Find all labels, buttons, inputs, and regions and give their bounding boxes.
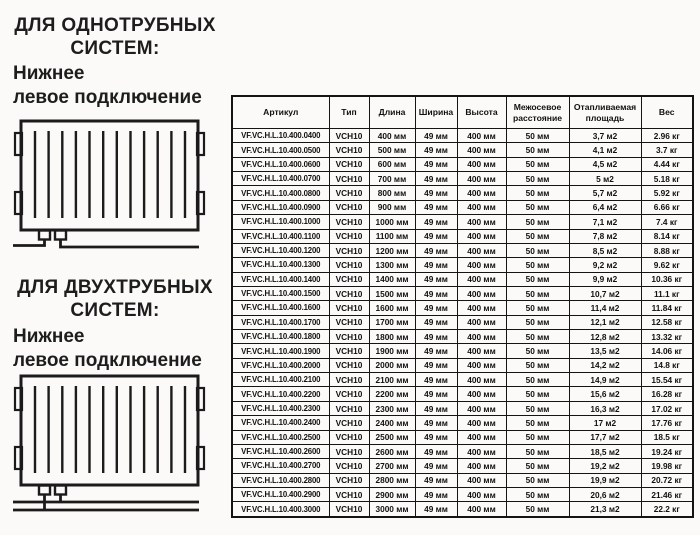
table-cell: 14.06 кг <box>641 344 693 358</box>
table-row <box>232 358 693 372</box>
table-cell: 400 мм <box>457 315 506 329</box>
table-cell: VF.VC.H.L.10.400.0700 <box>232 172 329 186</box>
table-cell: VCH10 <box>329 459 369 473</box>
table-cell: VCH10 <box>329 387 369 401</box>
table-cell: VCH10 <box>329 301 369 315</box>
side-tab <box>15 133 22 155</box>
table-cell: VCH10 <box>329 157 369 171</box>
table-cell: 4,1 м2 <box>569 143 641 157</box>
table-cell: 49 мм <box>415 143 457 157</box>
table-cell: 49 мм <box>415 344 457 358</box>
table-cell: 12,1 м2 <box>569 315 641 329</box>
table-cell: VF.VC.H.L.10.400.1300 <box>232 258 329 272</box>
table-cell: VCH10 <box>329 416 369 430</box>
table-cell: 400 мм <box>457 416 506 430</box>
table-cell: 2000 мм <box>369 358 415 372</box>
table-cell: VF.VC.H.L.10.400.1000 <box>232 215 329 229</box>
table-row <box>232 459 693 473</box>
side-tab <box>197 388 204 410</box>
table-cell: 400 мм <box>457 229 506 243</box>
table-row <box>232 416 693 430</box>
table-cell: 400 мм <box>457 401 506 415</box>
table-cell: 1200 мм <box>369 243 415 257</box>
table-cell: 8,5 м2 <box>569 243 641 257</box>
table-cell: 400 мм <box>457 373 506 387</box>
table-cell: 49 мм <box>415 373 457 387</box>
table-cell: VCH10 <box>329 129 369 143</box>
table-row <box>232 315 693 329</box>
table-cell: 21,3 м2 <box>569 502 641 517</box>
table-cell: 50 мм <box>506 215 569 229</box>
table-row <box>232 243 693 257</box>
table-cell: 400 мм <box>457 258 506 272</box>
table-cell: 49 мм <box>415 459 457 473</box>
table-cell: VF.VC.H.L.10.400.2800 <box>232 473 329 487</box>
table-cell: VCH10 <box>329 272 369 286</box>
table-cell: 400 мм <box>457 430 506 444</box>
table-cell: VF.VC.H.L.10.400.3000 <box>232 502 329 517</box>
table-cell: 5.92 кг <box>641 186 693 200</box>
table-cell: 2200 мм <box>369 387 415 401</box>
table-cell: 7.4 кг <box>641 215 693 229</box>
table-row <box>232 373 693 387</box>
table-cell: 16,3 м2 <box>569 401 641 415</box>
table-cell: VCH10 <box>329 229 369 243</box>
table-cell: VCH10 <box>329 315 369 329</box>
table-cell: 49 мм <box>415 502 457 517</box>
table-cell: 49 мм <box>415 200 457 214</box>
table-cell: VF.VC.H.L.10.400.1400 <box>232 272 329 286</box>
table-cell: 10,7 м2 <box>569 286 641 300</box>
table-cell: 2.96 кг <box>641 129 693 143</box>
table-row <box>232 186 693 200</box>
table-cell: 1100 мм <box>369 229 415 243</box>
table-cell: 400 мм <box>457 358 506 372</box>
table-cell: 49 мм <box>415 444 457 458</box>
radiator-schematic-icon <box>13 373 210 514</box>
table-cell: 7,8 м2 <box>569 229 641 243</box>
table-row <box>232 430 693 444</box>
table-cell: 49 мм <box>415 243 457 257</box>
table-cell: VF.VC.H.L.10.400.1200 <box>232 243 329 257</box>
table-cell: 9,9 м2 <box>569 272 641 286</box>
table-row <box>232 387 693 401</box>
table-cell: 49 мм <box>415 416 457 430</box>
table-cell: 50 мм <box>506 200 569 214</box>
table-cell: 50 мм <box>506 243 569 257</box>
table-cell: VF.VC.H.L.10.400.2300 <box>232 401 329 415</box>
table-cell: 50 мм <box>506 502 569 517</box>
table-cell: 1300 мм <box>369 258 415 272</box>
subheading-connection-type <box>13 325 202 373</box>
table-cell: 400 мм <box>457 243 506 257</box>
table-cell: VF.VC.H.L.10.400.0800 <box>232 186 329 200</box>
table-cell: VF.VC.H.L.10.400.2200 <box>232 387 329 401</box>
subheading-connection-type <box>13 62 202 110</box>
table-cell: 50 мм <box>506 258 569 272</box>
table-cell: 400 мм <box>457 459 506 473</box>
table-row <box>232 301 693 315</box>
spec-table-container <box>231 95 694 518</box>
table-cell: VF.VC.H.L.10.400.1500 <box>232 286 329 300</box>
table-cell: 19.24 кг <box>641 444 693 458</box>
table-cell: 2800 мм <box>369 473 415 487</box>
table-cell: 800 мм <box>369 186 415 200</box>
single-pipe-radiator-diagram <box>13 118 210 250</box>
table-cell: 50 мм <box>506 301 569 315</box>
table-cell: 400 мм <box>457 186 506 200</box>
heading-line: ДЛЯ ДВУХТРУБНЫХ <box>17 277 213 298</box>
table-cell: 700 мм <box>369 172 415 186</box>
table-cell: 49 мм <box>415 215 457 229</box>
table-cell: 1000 мм <box>369 215 415 229</box>
table-cell: 50 мм <box>506 143 569 157</box>
table-cell: 500 мм <box>369 143 415 157</box>
bottom-connector <box>39 231 50 240</box>
column-header: Вес <box>641 96 693 129</box>
table-cell: 5,7 м2 <box>569 186 641 200</box>
table-cell: 3.7 кг <box>641 143 693 157</box>
column-header: Тип <box>329 96 369 129</box>
table-cell: 1700 мм <box>369 315 415 329</box>
table-cell: VF.VC.H.L.10.400.2100 <box>232 373 329 387</box>
table-cell: VF.VC.H.L.10.400.2400 <box>232 416 329 430</box>
table-cell: 5.18 кг <box>641 172 693 186</box>
table-cell: 50 мм <box>506 459 569 473</box>
table-cell: 9.62 кг <box>641 258 693 272</box>
table-cell: 49 мм <box>415 387 457 401</box>
table-cell: 4.44 кг <box>641 157 693 171</box>
table-cell: 2900 мм <box>369 487 415 501</box>
table-header-row <box>232 96 693 129</box>
table-cell: 400 мм <box>457 143 506 157</box>
table-cell: VCH10 <box>329 358 369 372</box>
table-row <box>232 143 693 157</box>
subheading-line: Нижнее <box>13 63 85 84</box>
table-cell: 17.76 кг <box>641 416 693 430</box>
table-cell: 8.14 кг <box>641 229 693 243</box>
table-row <box>232 229 693 243</box>
table-cell: 50 мм <box>506 186 569 200</box>
two-pipe-radiator-diagram <box>13 373 210 514</box>
table-cell: VF.VC.H.L.10.400.2900 <box>232 487 329 501</box>
table-cell: VF.VC.H.L.10.400.2500 <box>232 430 329 444</box>
table-cell: 18,5 м2 <box>569 444 641 458</box>
table-cell: 49 мм <box>415 487 457 501</box>
table-cell: 2500 мм <box>369 430 415 444</box>
table-cell: 49 мм <box>415 157 457 171</box>
table-cell: 16.28 кг <box>641 387 693 401</box>
table-cell: 11,4 м2 <box>569 301 641 315</box>
radiator-spec-table <box>231 95 694 518</box>
table-row <box>232 286 693 300</box>
table-cell: VF.VC.H.L.10.400.0500 <box>232 143 329 157</box>
table-row <box>232 200 693 214</box>
table-cell: 49 мм <box>415 229 457 243</box>
table-cell: 50 мм <box>506 416 569 430</box>
table-cell: 19,9 м2 <box>569 473 641 487</box>
side-tab <box>197 133 204 155</box>
table-cell: 50 мм <box>506 344 569 358</box>
table-cell: 1900 мм <box>369 344 415 358</box>
table-cell: 50 мм <box>506 172 569 186</box>
table-cell: 1600 мм <box>369 301 415 315</box>
table-cell: VCH10 <box>329 258 369 272</box>
column-header: Ширина <box>415 96 457 129</box>
table-cell: 49 мм <box>415 186 457 200</box>
return-pipe <box>61 239 200 247</box>
side-tab <box>15 388 22 410</box>
table-row <box>232 172 693 186</box>
table-cell: VCH10 <box>329 215 369 229</box>
table-cell: 50 мм <box>506 473 569 487</box>
table-cell: 20.72 кг <box>641 473 693 487</box>
table-cell: 400 мм <box>457 215 506 229</box>
table-cell: 2100 мм <box>369 373 415 387</box>
table-cell: VF.VC.H.L.10.400.1600 <box>232 301 329 315</box>
table-row <box>232 473 693 487</box>
table-cell: 49 мм <box>415 272 457 286</box>
table-cell: 400 мм <box>457 330 506 344</box>
table-row <box>232 272 693 286</box>
table-cell: 13.32 кг <box>641 330 693 344</box>
table-cell: 20,6 м2 <box>569 487 641 501</box>
table-row <box>232 129 693 143</box>
table-cell: VF.VC.H.L.10.400.2700 <box>232 459 329 473</box>
table-cell: VCH10 <box>329 373 369 387</box>
radiator-fins <box>35 386 185 473</box>
table-cell: 50 мм <box>506 373 569 387</box>
table-cell: 49 мм <box>415 473 457 487</box>
table-cell: VCH10 <box>329 243 369 257</box>
table-cell: 17.02 кг <box>641 401 693 415</box>
table-cell: 6.66 кг <box>641 200 693 214</box>
column-header: Артикул <box>232 96 329 129</box>
table-cell: VF.VC.H.L.10.400.1800 <box>232 330 329 344</box>
table-cell: VCH10 <box>329 330 369 344</box>
table-cell: VF.VC.H.L.10.400.0600 <box>232 157 329 171</box>
table-cell: 50 мм <box>506 272 569 286</box>
table-row <box>232 344 693 358</box>
table-cell: 400 мм <box>457 444 506 458</box>
table-cell: 19.98 кг <box>641 459 693 473</box>
side-tab <box>15 447 22 469</box>
table-cell: 49 мм <box>415 430 457 444</box>
table-row <box>232 401 693 415</box>
table-cell: 49 мм <box>415 301 457 315</box>
column-header: Отапливаемая площадь <box>569 96 641 129</box>
table-cell: 400 мм <box>457 129 506 143</box>
table-cell: 1800 мм <box>369 330 415 344</box>
table-cell: 2300 мм <box>369 401 415 415</box>
subheading-line: Нижнее <box>13 326 85 347</box>
table-cell: 14,9 м2 <box>569 373 641 387</box>
table-cell: VCH10 <box>329 172 369 186</box>
radiator-schematic-icon <box>13 118 210 250</box>
table-cell: VCH10 <box>329 344 369 358</box>
heading-line: СИСТЕМ: <box>70 38 160 60</box>
table-cell: 19,2 м2 <box>569 459 641 473</box>
table-cell: 50 мм <box>506 129 569 143</box>
table-cell: 400 мм <box>457 286 506 300</box>
table-row <box>232 258 693 272</box>
table-cell: 400 мм <box>457 157 506 171</box>
table-cell: 49 мм <box>415 358 457 372</box>
column-header: Высота <box>457 96 506 129</box>
table-cell: 400 мм <box>369 129 415 143</box>
table-cell: 50 мм <box>506 387 569 401</box>
table-cell: 49 мм <box>415 286 457 300</box>
side-tab <box>197 447 204 469</box>
table-cell: 13,5 м2 <box>569 344 641 358</box>
table-cell: VCH10 <box>329 186 369 200</box>
table-cell: 400 мм <box>457 200 506 214</box>
table-cell: 1500 мм <box>369 286 415 300</box>
bottom-connector <box>39 486 50 495</box>
heading-line: СИСТЕМ: <box>70 300 160 322</box>
table-cell: 50 мм <box>506 444 569 458</box>
table-cell: 49 мм <box>415 330 457 344</box>
table-cell: 50 мм <box>506 229 569 243</box>
table-cell: VF.VC.H.L.10.400.0900 <box>232 200 329 214</box>
table-cell: 9,2 м2 <box>569 258 641 272</box>
table-cell: VCH10 <box>329 286 369 300</box>
table-cell: VF.VC.H.L.10.400.2600 <box>232 444 329 458</box>
table-cell: 50 мм <box>506 487 569 501</box>
table-cell: 5 м2 <box>569 172 641 186</box>
table-cell: 17,7 м2 <box>569 430 641 444</box>
table-cell: 400 мм <box>457 272 506 286</box>
table-row <box>232 502 693 517</box>
column-header: Межосевое расстояние <box>506 96 569 129</box>
spec-table-body <box>232 129 693 518</box>
table-cell: 50 мм <box>506 358 569 372</box>
table-cell: 4,5 м2 <box>569 157 641 171</box>
table-cell: 2700 мм <box>369 459 415 473</box>
radiator-fins <box>35 131 185 218</box>
table-cell: 7,1 м2 <box>569 215 641 229</box>
heading-line: ДЛЯ ОДНОТРУБНЫХ <box>14 15 216 36</box>
table-cell: 400 мм <box>457 487 506 501</box>
table-cell: 12,8 м2 <box>569 330 641 344</box>
table-cell: VCH10 <box>329 473 369 487</box>
table-cell: 6,4 м2 <box>569 200 641 214</box>
table-cell: 10.36 кг <box>641 272 693 286</box>
subheading-line: левое подключение <box>13 87 202 109</box>
table-cell: VCH10 <box>329 430 369 444</box>
table-cell: 900 мм <box>369 200 415 214</box>
table-cell: 50 мм <box>506 401 569 415</box>
table-cell: 50 мм <box>506 157 569 171</box>
table-cell: 49 мм <box>415 315 457 329</box>
table-cell: 3,7 м2 <box>569 129 641 143</box>
table-cell: 14.8 кг <box>641 358 693 372</box>
table-cell: 400 мм <box>457 502 506 517</box>
table-cell: 600 мм <box>369 157 415 171</box>
table-row <box>232 330 693 344</box>
side-tab <box>15 192 22 214</box>
table-cell: VCH10 <box>329 444 369 458</box>
table-cell: VCH10 <box>329 502 369 517</box>
table-cell: VF.VC.H.L.10.400.2000 <box>232 358 329 372</box>
table-row <box>232 215 693 229</box>
table-cell: 22.2 кг <box>641 502 693 517</box>
table-cell: VF.VC.H.L.10.400.1700 <box>232 315 329 329</box>
table-cell: 15,6 м2 <box>569 387 641 401</box>
table-cell: 49 мм <box>415 401 457 415</box>
section-heading-single-pipe <box>4 14 226 60</box>
table-cell: 400 мм <box>457 387 506 401</box>
table-cell: 49 мм <box>415 129 457 143</box>
table-row <box>232 487 693 501</box>
table-cell: 400 мм <box>457 473 506 487</box>
table-cell: 50 мм <box>506 315 569 329</box>
table-cell: 15.54 кг <box>641 373 693 387</box>
table-cell: 2600 мм <box>369 444 415 458</box>
bottom-connector <box>55 486 66 495</box>
bottom-connector <box>55 231 66 240</box>
table-cell: 8.88 кг <box>641 243 693 257</box>
table-cell: VCH10 <box>329 401 369 415</box>
table-cell: 3000 мм <box>369 502 415 517</box>
table-cell: 49 мм <box>415 172 457 186</box>
column-header: Длина <box>369 96 415 129</box>
table-cell: 50 мм <box>506 286 569 300</box>
table-cell: VF.VC.H.L.10.400.1900 <box>232 344 329 358</box>
table-cell: 17 м2 <box>569 416 641 430</box>
table-cell: VCH10 <box>329 487 369 501</box>
table-cell: 400 мм <box>457 172 506 186</box>
table-cell: 11.1 кг <box>641 286 693 300</box>
table-cell: 21.46 кг <box>641 487 693 501</box>
table-cell: 50 мм <box>506 330 569 344</box>
table-row <box>232 157 693 171</box>
table-cell: 400 мм <box>457 301 506 315</box>
table-cell: VF.VC.H.L.10.400.0400 <box>232 129 329 143</box>
subheading-line: левое подключение <box>13 350 202 372</box>
section-heading-two-pipe <box>4 276 226 322</box>
table-cell: VCH10 <box>329 200 369 214</box>
table-cell: 1400 мм <box>369 272 415 286</box>
table-cell: 18.5 кг <box>641 430 693 444</box>
table-cell: 49 мм <box>415 258 457 272</box>
table-cell: VCH10 <box>329 143 369 157</box>
table-cell: VF.VC.H.L.10.400.1100 <box>232 229 329 243</box>
table-row <box>232 444 693 458</box>
side-tab <box>197 192 204 214</box>
table-cell: 14,2 м2 <box>569 358 641 372</box>
table-cell: 11.84 кг <box>641 301 693 315</box>
table-cell: 400 мм <box>457 344 506 358</box>
table-cell: 2400 мм <box>369 416 415 430</box>
table-cell: 50 мм <box>506 430 569 444</box>
table-cell: 12.58 кг <box>641 315 693 329</box>
